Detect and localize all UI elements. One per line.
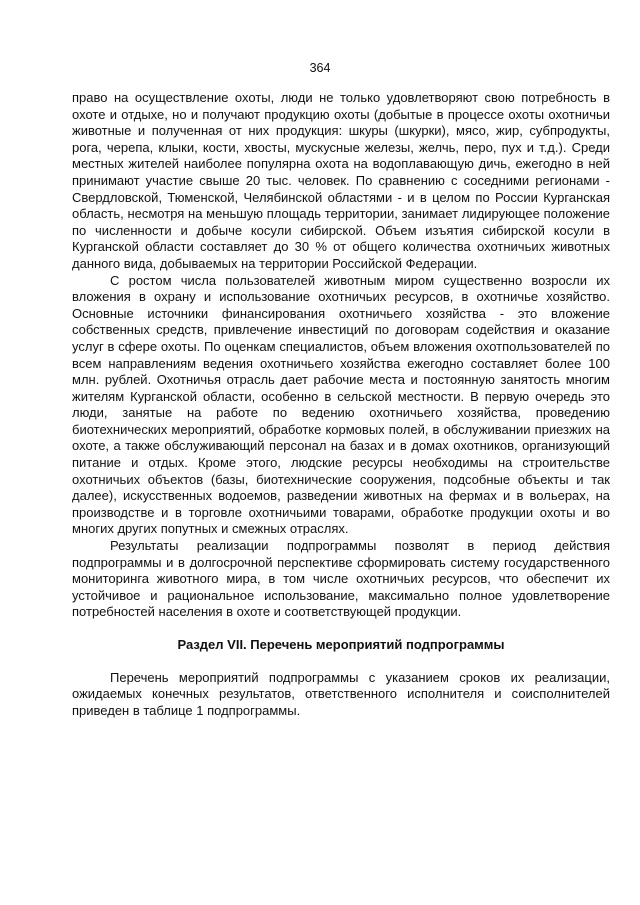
paragraph-continued: право на осуществление охоты, люди не только удовлетворяют свою потребность в охоте и отдыхе, но и получают продукцию охоты (добытые в процессе охоты охотничьи животные и полученная от них продукция: шкуры (шкурки), мясо, жир, субпродукты, рога, черепа, клыки, кости, хвосты, мускусные железы, желчь, перо, пух и т.д.). Среди местных жителей наиболее популярна охота на водоплавающую дичь, ежегодно в ней принимают участие свыше 20 тыс. человек. По сравнению с соседними регионами - Свердловской, Тюменской, Челябинской областями - и в целом по России Курганская область, несмотря на меньшую площадь территории, занимает лидирующее положение по численности и добыче косули сибирской. Объем изъятия сибирской косули в Курганской области составляет до 30 % от общего количества охотничьих животных данного вида, добываемых на территории Российской Федерации. xyxy=(72,90,610,271)
paragraph-closing: Перечень мероприятий подпрограммы с указанием сроков их реализации, ожидаемых конечных результатов, ответственного исполнителя и соисполнителей приведен в таблице 1 подпрограммы. xyxy=(72,669,610,718)
paragraph-results: Результаты реализации подпрограммы позволят в период действия подпрограммы и в долгосрочной перспективе сформировать систему государственного мониторинга животного мира, в том числе охотничьих ресурсов, что обеспечит их устойчивое и рациональное использование, максимально полное удовлетворение потребностей населения в охоте и соответствующей продукции. xyxy=(72,538,610,620)
document-body xyxy=(72,90,610,719)
section-heading: Раздел VII. Перечень мероприятий подпрограммы xyxy=(177,637,505,652)
page-number: 364 xyxy=(309,61,331,75)
paragraph-investment: С ростом числа пользователей животным миром существенно возросли их вложения в охрану и использование охотничьих ресурсов, в охотничье хозяйство. Основные источники финансирования охотничьего хозяйства - это вложение собственных средств, привлечение инвестиций по договорам содействия и оказание услуг в сфере охоты. По оценкам специалистов, объем вложения охотпользователей по всем направлениям ведения охотничьего хозяйства ежегодно составляет более 100 млн. рублей. Охотничья отрасль дает рабочие места и постоянную занятость многим жителям Курганской области, особенно в сельской местности. В первую очередь это люди, занятые на работе по ведению охотничьего хозяйства, проведению биотехнических мероприятий, обработке кормовых полей, в обслуживании приезжих на охоте, а также обслуживающий персонал на базах и в домах охотников, организующий питание и отдых. Кроме этого, людские ресурсы необходимы на строительстве охотничьих объектов (базы, биотехнические сооружения, подсобные объекты и так далее), искусственных водоемов, разведении животных на фермах и в вольерах, на производстве и в торговле охотничьими товарами, обработке продукции охоты и во многих других попутных и смежных отраслях. xyxy=(72,272,610,537)
